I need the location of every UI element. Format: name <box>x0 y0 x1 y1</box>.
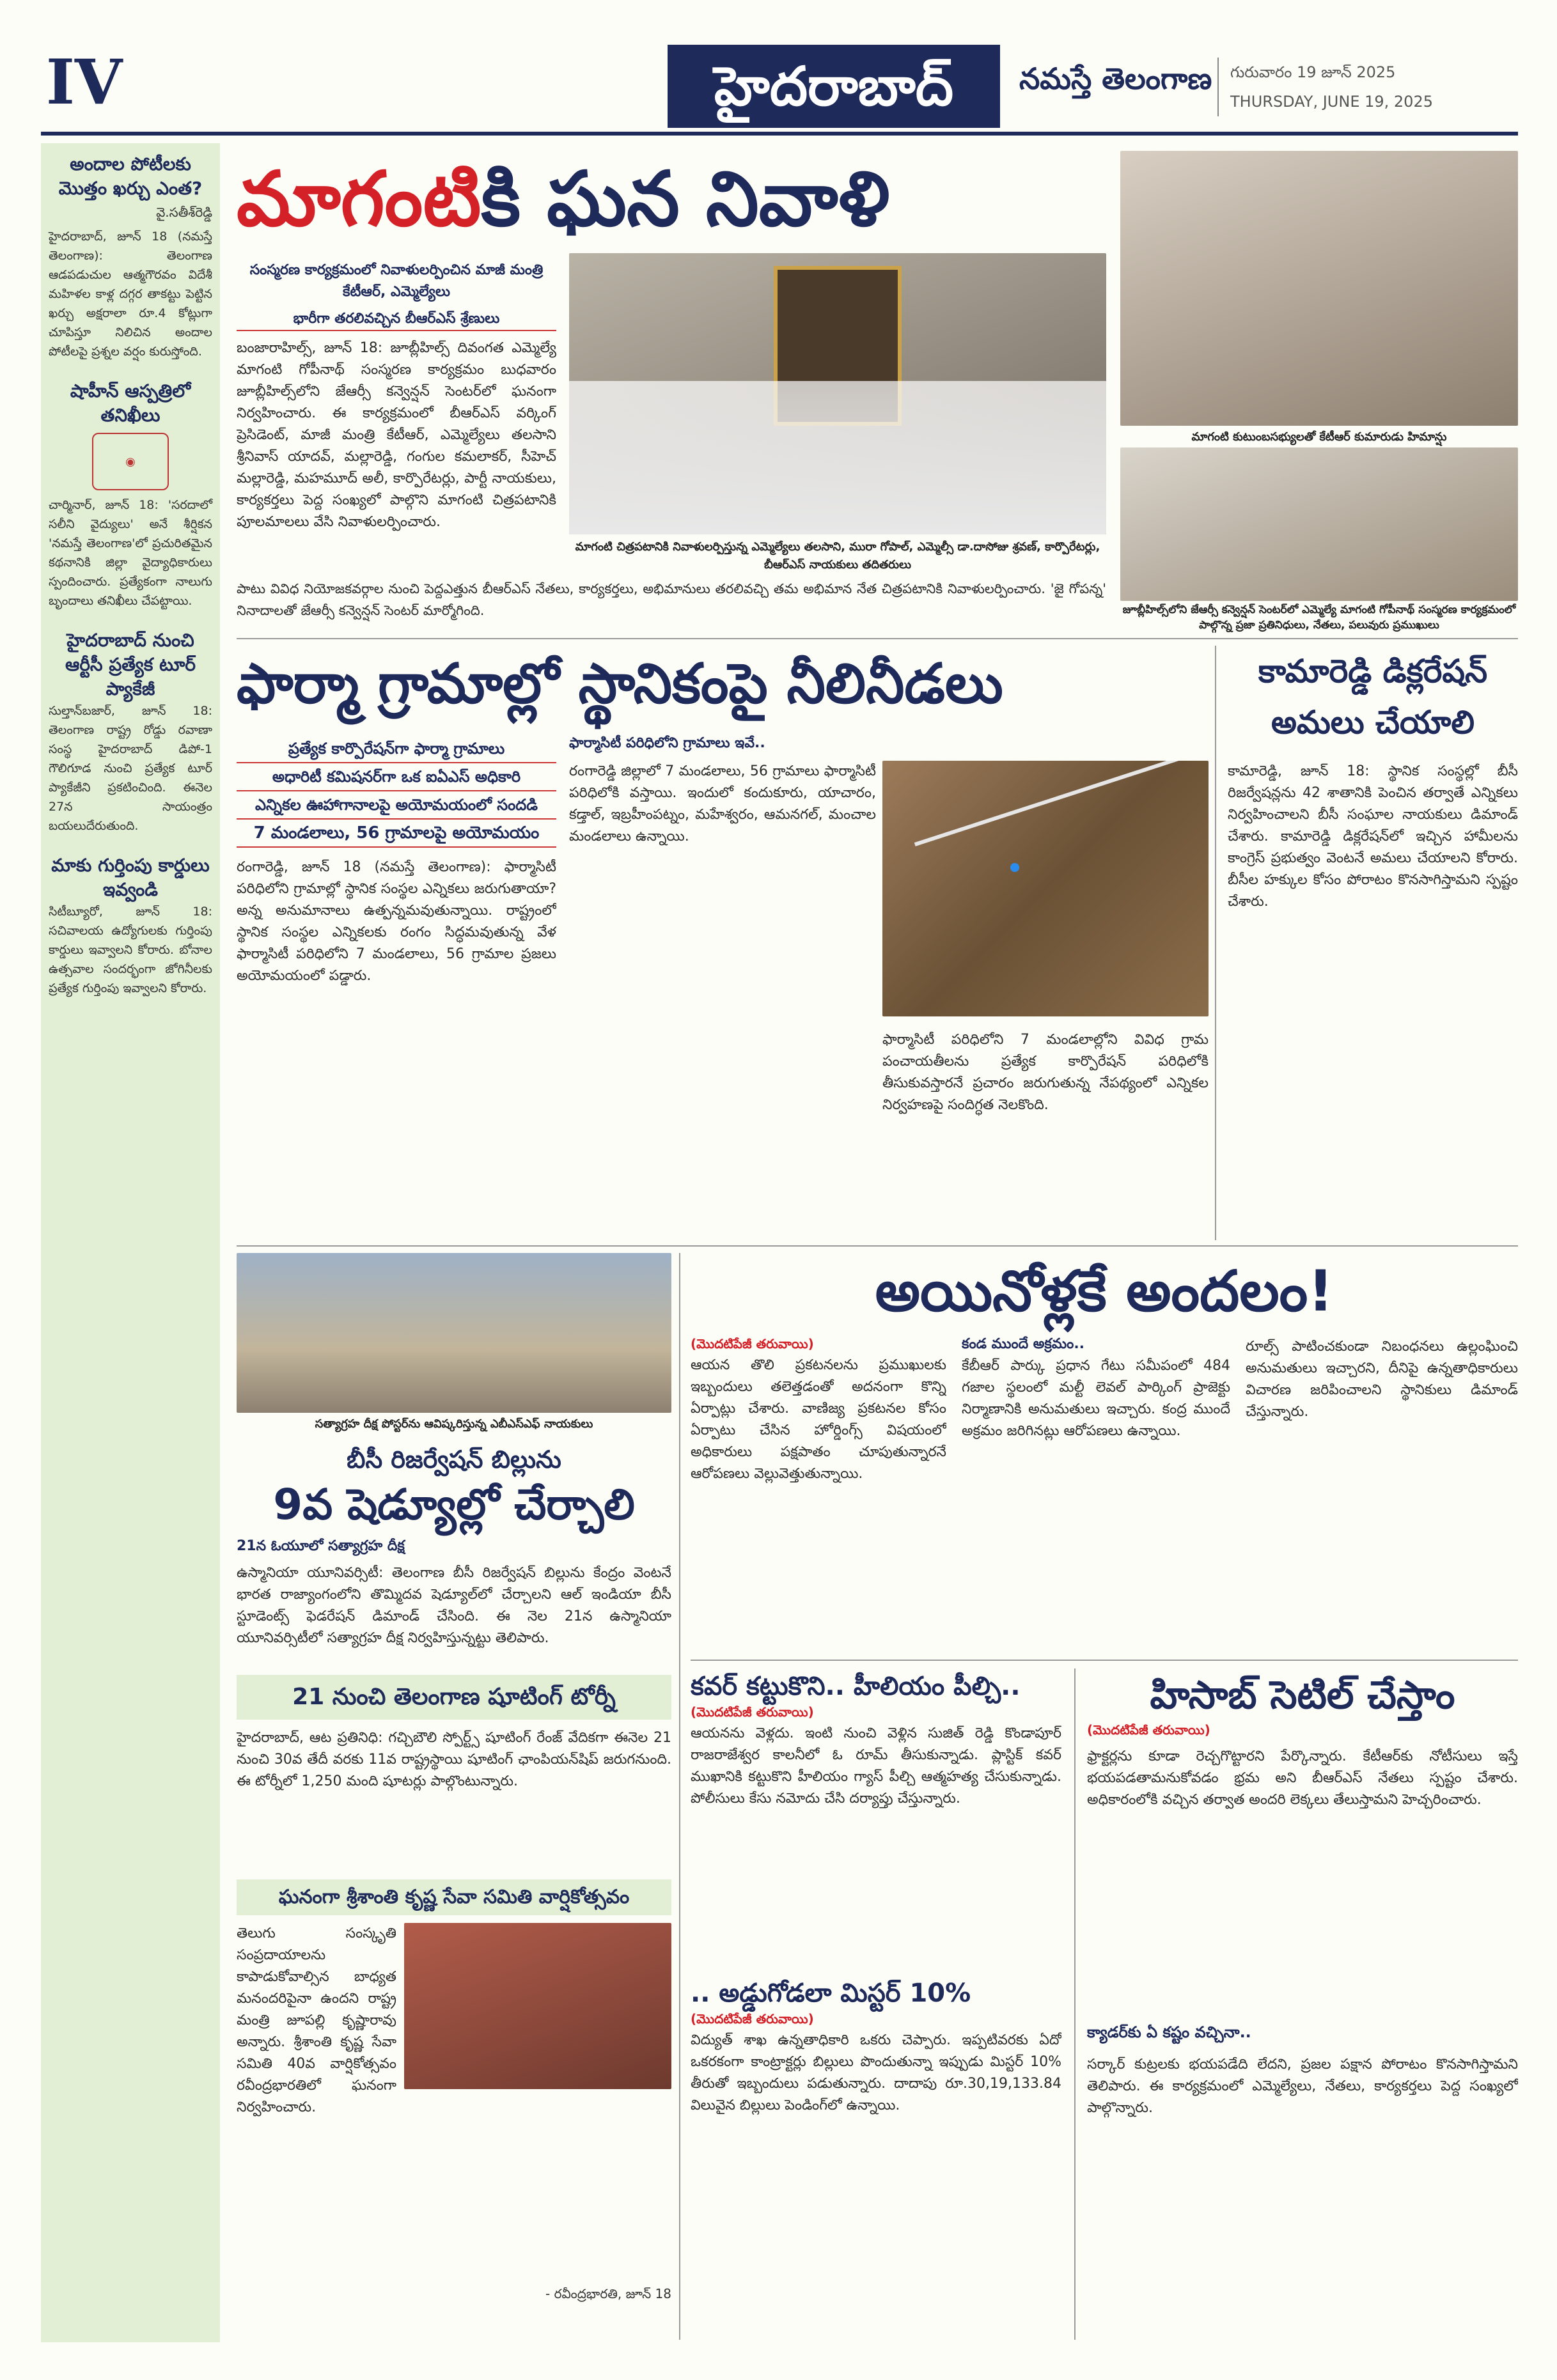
hisab-credit: (మొదటిపేజీ తరువాయి) <box>1087 1722 1210 1738</box>
pharma-aerial-map <box>882 761 1209 1016</box>
cover-credit: (మొదటిపేజీ తరువాయి) <box>691 1704 814 1720</box>
sidebar-text: హైదరాబాద్, జూన్ 18 (నమస్తే తెలంగాణ): తెలంగాణ ఆడపడుచుల ఆత్మగౌరవం విదేశీ మహిళల కాళ్ల దగ్గర తాకట్టు పెట్టిన ఖర్చు అక్షరాలా రూ.4 కోట్లుగా చూపిస్తూ నిలిచిన అందాల పోటీలపై ప్రశ్నల వర్షం కురుస్తోంది. <box>49 229 212 359</box>
left-sidebar <box>41 143 220 2342</box>
newspaper-logo-icon: ◉ <box>92 433 169 490</box>
maganti-body: బంజారాహిల్స్, జూన్ 18: జూబ్లీహిల్స్ దివంగత ఎమ్మెల్యే మాగంటి గోపీనాథ్ సంస్మరణ కార్యక్రమం బుధవారం జూబ్లీహిల్స్‌లోని జేఆర్సీ కన్వెన్షన్ సెంటర్‌లో ఘనంగా నిర్వహించారు. ఈ కార్యక్రమంలో బీఆర్‌ఎస్ వర్కింగ్ ప్రెసిడెంట్, మాజీ మంత్రి కేటీఆర్, ఎమ్మెల్యేలు తలసాని శ్రీనివాస్ యాదవ్, మల్లారెడ్డి, గంగుల కమలాకర్, సీహెచ్ మల్లారెడ్డి, మహమూద్ అలీ, కార్పొరేటర్లు, పార్టీ నాయకులు, కార్యకర్తలు పెద్ద సంఖ్యలో పాల్గొని మాగంటి చిత్రపటానికి పూలమాలలు వేసి నివాళులర్పించారు. <box>237 340 556 530</box>
map-pin-icon <box>1010 863 1019 872</box>
ayinollake-body-3: రూల్స్ పాటించకుండా నిబంధనలు ఉల్లంఘించి అనుమతులు ఇచ్చారని, దీనిపై ఉన్నతాధికారులు విచారణ జరిపించాలని స్థానికులు డిమాండ్ చేస్తున్నారు. <box>1246 1339 1518 1420</box>
sidebar-text: సుల్తాన్‌బజార్, జూన్ 18: తెలంగాణ రాష్ట్ర రోడ్డు రవాణా సంస్థ హైదరాబాద్ డిపో-1 గౌలిగూడ నుంచి ప్రత్యేక టూర్ ప్యాకేజీని ప్రకటించింది. ఈనెల 27న సాయంత్రం బయలుదేరుతుంది. <box>49 704 212 833</box>
map-road-line <box>914 761 1183 846</box>
mister-10-credit: (మొదటిపేజీ తరువాయి) <box>691 2011 814 2026</box>
anniversary-headline: ఘనంగా శ్రీశాంతి కృష్ణ సేవా సమితి వార్షికోత్సవం <box>237 1879 671 1915</box>
maganti-headline <box>237 151 1106 247</box>
date-block <box>1217 58 1433 116</box>
brand-name: నమస్తే తెలంగాణ <box>1019 61 1212 96</box>
column-divider <box>1074 1668 1076 2340</box>
pharma-body: రంగారెడ్డి, జూన్ 18 (నమస్తే తెలంగాణ): ఫార్మాసిటీ పరిధిలోని గ్రామాల్లో స్థానిక సంస్థల ఎన్నికలు జరుగుతాయా? అన్న అనుమానాలు ఉత్పన్నమవుతున్నాయి. రాష్ట్రంలో స్థానిక సంస్థల ఎన్నికలకు రంగం సిద్ధమవుతున్న వేళ ఫార్మాసిటీ పరిధిలోని 7 మండలాలు, 56 గ్రామాల ప్రజలు అయోమయంలో పడ్డారు. <box>237 859 556 984</box>
sidebar-headline: అందాల పోటీలకు మొత్తం ఖర్చు ఎంత? <box>58 153 203 199</box>
story-mister-10 <box>691 1975 1061 2340</box>
kamareddy-headline: కామారెడ్డి డిక్లరేషన్ అమలు చేయాలి <box>1258 653 1488 741</box>
hisab-body: ఫ్రాక్టర్లను కూడా రెచ్చగొట్టారని పేర్కొన్నారు. కేటీఆర్‌కు నోటీసులు ఇస్తే భయపడతామనుకోవడం భ్రమ అని బీఆర్‌ఎస్ నేతలు స్పష్టం చేశారు. అధికారంలోకి వచ్చిన తర్వాత అందరి లెక్కలు తేలుస్తామని హెచ్చరించారు. <box>1087 1748 1518 1808</box>
story-anniversary <box>237 1879 671 2340</box>
pharma-kicker-4: 7 మండలాలు, 56 గ్రామాలపై అయోమయం <box>237 820 556 848</box>
edition-title: హైదరాబాద్ <box>668 45 1000 128</box>
shooting-headline: 21 నుంచి తెలంగాణ షూటింగ్ టోర్నీ <box>237 1675 671 1720</box>
shooting-body: హైదరాబాద్, ఆట ప్రతినిధి: గచ్చిబౌలి స్పోర్ట్స్ షూటింగ్ రేంజ్ వేదికగా ఈనెల 21 నుంచి 30వ తేదీ వరకు 11వ రాష్ట్రస్థాయి షూటింగ్ ఛాంపియన్‌షిప్ జరుగనుంది. ఈ టోర్నీలో 1,250 మంది షూటర్లు పాల్గొంటున్నారు. <box>237 1730 671 1789</box>
ayinollake-body-2: కేబీఆర్ పార్కు ప్రధాన గేటు సమీపంలో 484 గజాల స్థలంలో మల్టీ లెవల్ పార్కింగ్ ప్రాజెక్టు నిర్మాణానికి అనుమతులు ఇచ్చారు. కంద్ర ముందే అక్రమం జరిగినట్లు ఆరోపణలు ఉన్నాయి. <box>962 1358 1230 1439</box>
story-cover <box>691 1668 1061 1963</box>
story-bc-bill <box>237 1442 671 1660</box>
satyagraha-caption: సత్యాగ్రహ దీక్ష పోస్టర్‌ను ఆవిష్కరిస్తున్న ఎబీఎస్‌ఎఫ్ నాయకులు <box>315 1417 593 1431</box>
maganti-deck-1: సంస్మరణ కార్యక్రమంలో నివాళులర్పించిన మాజీ మంత్రి కేటీఆర్, ఎమ్మెల్యేలు <box>249 262 544 300</box>
crowd-shape <box>569 381 1106 534</box>
section-divider <box>691 1660 1518 1661</box>
pharma-kicker-3: ఎన్నికల ఊహాగానాలపై అయోమయంలో సందడి <box>237 791 556 820</box>
story-shooting <box>237 1675 671 1867</box>
date-telugu: గురువారం 19 జూన్ 2025 <box>1230 63 1396 81</box>
maganti-family-photo <box>1120 151 1518 426</box>
sidebar-text: చార్మినార్, జూన్ 18: 'సరదాలో సలీని వైద్యులు' అనే శీర్షికన 'నమస్తే తెలంగాణ'లో ప్రచురితమైన కథనానికి జిల్లా వైద్యాధికారులు స్పందించారు. ప్రత్యేకంగా నాలుగు బృందాలు తనిఖీలు చేపట్టాయి. <box>49 498 212 608</box>
section-divider <box>237 1245 1518 1247</box>
anniversary-body: తెలుగు సంస్కృతి సంప్రదాయాలను కాపాడుకోవాల్సిన బాధ్యత మనందరిపైనా ఉందని రాష్ట్ర మంత్రి జూపల్లి కృష్ణారావు అన్నారు. శ్రీశాంతి కృష్ణ సేవా సమితి 40వ వార్షికోత్సవం రవీంద్రభారతిలో ఘనంగా నిర్వహించారు. <box>237 1925 396 2115</box>
sidebar-headline: హైదరాబాద్ నుంచి ఆర్టీసీ ప్రత్యేక టూర్ ప్యాకేజీ <box>65 630 196 699</box>
pharma-map-title: ఫార్మాసిటీ పరిధిలోని గ్రామాలు ఇవే.. <box>569 735 765 751</box>
hisab-body-2: సర్కార్ కుట్రలకు భయపడేది లేదని, ప్రజల పక్షాన పోరాటం కొనసాగిస్తామని తెలిపారు. ఈ కార్యక్రమంలో ఎమ్మెల్యేలు, నేతలు, కార్యకర్తలు పెద్ద సంఖ్యలో పాల్గొన్నారు. <box>1087 2057 1518 2116</box>
sidebar-story <box>49 628 212 836</box>
headline-blue-part: కి ఘన నివాళి <box>481 155 890 243</box>
masthead <box>41 41 1518 136</box>
pharma-kicker-1: ప్రత్యేక కార్పొరేషన్‌గా ఫార్మా గ్రామాలు <box>237 735 556 763</box>
pharma-headline: ఫార్మా గ్రామాల్లో స్థానికంపై నీలినీడలు <box>237 652 1003 716</box>
sidebar-byline: వై.సతీశ్‌రెడ్డి <box>156 205 212 220</box>
maganti-deck-2: భారీగా తరలివచ్చిన బీఆర్‌ఎస్ శ్రేణులు <box>237 308 556 331</box>
headline-red-part: మాగంటి <box>237 155 481 243</box>
ayinollake-headline: అయినోళ్లకే అందలం! <box>875 1258 1334 1324</box>
bc-headline-2: 9వ షెడ్యూల్లో చేర్చాలి <box>273 1480 635 1529</box>
ayinollake-subhead: కండ ముందే అక్రమం.. <box>962 1336 1085 1352</box>
mister-10-body: విద్యుత్ శాఖ ఉన్నతాధికారి ఒకరు చెప్పారు. ఇప్పటివరకు ఏదో ఒకరకంగా కాంట్రాక్టర్లు బిల్లులు పొందుతున్నా ఇప్పుడు మిస్టర్ 10% తీరుతో ఇబ్బందులు పడుతున్నారు. దాదాపు రూ.30,19,133.84 విలువైన బిల్లులు పెండింగ్‌లో ఉన్నాయి. <box>691 2032 1061 2113</box>
story-kamareddy <box>1228 646 1518 1234</box>
sidebar-story <box>49 152 212 361</box>
sidebar-headline: మాకు గుర్తింపు కార్డులు ఇవ్వండి <box>51 855 210 900</box>
story-ayinollake <box>691 1253 1518 1662</box>
cover-headline: కవర్ కట్టుకొని.. హీలియం పీల్చి.. <box>691 1672 1021 1701</box>
kamareddy-body: కామారెడ్డి, జూన్ 18: స్థానిక సంస్థల్లో బీసీ రిజర్వేషన్లను 42 శాతానికి పెంచిన తర్వాతే ఎన్నికలు నిర్వహించాలని బీసీ సంఘాల నాయకులు డిమాండ్ చేశారు. కామారెడ్డి డిక్లరేషన్‌లో ఇచ్చిన హామీలను కాంగ్రెస్ ప్రభుత్వం వెంటనే అమలు చేయాలని కోరారు. బీసీల హక్కుల కోసం పోరాటం కొనసాగిస్తామని స్పష్టం చేశారు. <box>1228 763 1518 910</box>
maganti-tail: పాటు వివిధ నియోజకవర్గాల నుంచి పెద్దఎత్తున బీఆర్‌ఎస్ నేతలు, కార్యకర్తలు, అభిమానులు తరలివచ్చి తమ అభిమాన నేత చిత్రపటానికి నివాళులర్పించారు. 'జై గోపన్న' నినాదాలతో జేఆర్సీ కన్వెన్షన్ సెంటర్ మార్మోగింది. <box>237 581 1106 618</box>
cover-body: ఆయనను వెళ్లదు. ఇంటి నుంచి వెళ్లిన సుజిత్ రెడ్డి కొండాపూర్ రాజరాజేశ్వర కాలనీలో ఓ రూమ్ తీసుకున్నాడు. ప్లాస్టిక్ కవర్ ముఖానికి కట్టుకొని హీలియం గ్యాస్ పీల్చి ఆత్మహత్య చేసుకున్నాడు. పోలీసులు కేసు నమోదు చేసి దర్యాప్తు చేస్తున్నారు. <box>691 1725 1061 1807</box>
column-divider <box>1215 646 1216 1240</box>
sidebar-story <box>49 853 212 998</box>
bc-headline-1: బీసీ రిజర్వేషన్ బిల్లును <box>347 1445 561 1474</box>
maganti-photo-caption: మాగంటి చిత్రపటానికి నివాళులర్పిస్తున్న ఎమ్మెల్యేలు తలసాని, మురా గోపాల్, ఎమ్మెల్సీ డా.దాసోజు శ్రవణ్, కార్పొరేటర్లు, బీఆర్‌ఎస్ నాయకులు తదితరులు <box>575 540 1100 572</box>
sidebar-headline: షాహీన్ ఆస్పత్రిలో తనిఖీలు <box>70 380 191 426</box>
pharma-body-3: ఫార్మాసిటీ పరిధిలోని 7 మండలాల్లోని వివిధ గ్రామ పంచాయతీలను ప్రత్యేక కార్పొరేషన్ పరిధిలోకి తీసుకువస్తారనే ప్రచారం జరుగుతున్న నేపథ్యంలో ఎన్నికల నిర్వహణపై సందిగ్ధత నెలకొంది. <box>882 1032 1209 1113</box>
satyagraha-photo <box>237 1253 671 1413</box>
pharma-body-2: రంగారెడ్డి జిల్లాలో 7 మండలాలు, 56 గ్రామాలు ఫార్మాసిటీ పరిధిలోకి వస్తాయి. ఇందులో కందుకూరు, యాచారం, కడ్తాల్, ఇబ్రహీంపట్నం, మహేశ్వరం, ఆమనగల్, మంచాల మండలాలు ఉన్నాయి. <box>569 763 876 844</box>
column-divider <box>679 1253 680 2340</box>
story-hisab <box>1087 1668 1518 2340</box>
bc-body: ఉస్మానియా యూనివర్సిటీ: తెలంగాణ బీసీ రిజర్వేషన్ బిల్లును కేంద్రం వెంటనే భారత రాజ్యాంగంలోని తొమ్మిదవ షెడ్యూల్‌లో చేర్చాలని ఆల్ ఇండియా బీసీ స్టూడెంట్స్ ఫెడరేషన్ డిమాండ్ చేసింది. ఈ నెల 21న ఉస్మానియా యూనివర్సిటీలో సత్యాగ్రహ దీక్ష నిర్వహిస్తున్నట్టు తెలిపారు. <box>237 1565 671 1646</box>
mister-10-headline: .. అడ్డుగోడలా మిస్టర్ 10% <box>691 1979 971 2008</box>
story-maganti <box>237 151 1106 624</box>
hisab-headline: హిసాబ్ సెటిల్ చేస్తాం <box>1150 1673 1455 1718</box>
maganti-family-caption: మాగంటి కుటుంబసభ్యులతో కేటీఆర్ కుమారుడు హిమాన్షు <box>1191 430 1447 444</box>
ayinollake-body: ఆయన తొలి ప్రకటనలను ప్రముఖులకు ఇబ్బందులు తలెత్తడంతో అదనంగా కొన్ని ఏర్పాట్లు చేశారు. వాణిజ్య ప్రకటనల కోసం ఏర్పాటు చేసిన హోర్డింగ్స్ విషయంలో అధికారులు పక్షపాతం చూపుతున్నారనే ఆరోపణలు వెల్లువెత్తుతున్నాయి. <box>691 1357 946 1482</box>
sidebar-story <box>49 379 212 611</box>
maganti-crowd-photo <box>1120 447 1518 601</box>
ayinollake-credit: (మొదటిపేజీ తరువాయి) <box>691 1336 814 1351</box>
anniversary-photo <box>404 1923 671 2089</box>
maganti-crowd-caption: జూబ్లీహిల్స్‌లోని జేఆర్సీ కన్వెన్షన్ సెంటర్‌లో ఎమ్మెల్యే మాగంటి గోపీనాథ్ సంస్మరణ కార్యక్రమంలో పాల్గొన్న ప్రజా ప్రతినిధులు, నేతలు, పలువురు ప్రముఖులు <box>1122 603 1516 632</box>
hisab-subhead: క్యాడర్‌కు ఏ కష్టం వచ్చినా.. <box>1087 2023 1251 2041</box>
bc-subhead: 21న ఓయూలో సత్యాగ్రహ దీక్ష <box>237 1538 405 1554</box>
page-number: IV <box>46 46 123 118</box>
section-divider <box>237 638 1518 639</box>
maganti-main-photo <box>569 253 1106 534</box>
story-pharma <box>237 646 1209 1234</box>
sidebar-text: సిటీబ్యూరో, జూన్ 18: సచివాలయ ఉద్యోగులకు గుర్తింపు కార్డులు ఇవ్వాలని కోరారు. బోనాల ఉత్సవాల సందర్భంగా జోగినీలకు ప్రత్యేక గుర్తింపు ఇవ్వాలని కోరారు. <box>49 905 212 995</box>
pharma-kicker-2: అధారిటీ కమిషనర్‌గా ఒక ఐఏఎస్ అధికారి <box>237 763 556 791</box>
date-english: THURSDAY, JUNE 19, 2025 <box>1230 93 1433 111</box>
anniversary-byline: - రవీంద్రభారతి, జూన్ 18 <box>545 2286 671 2301</box>
